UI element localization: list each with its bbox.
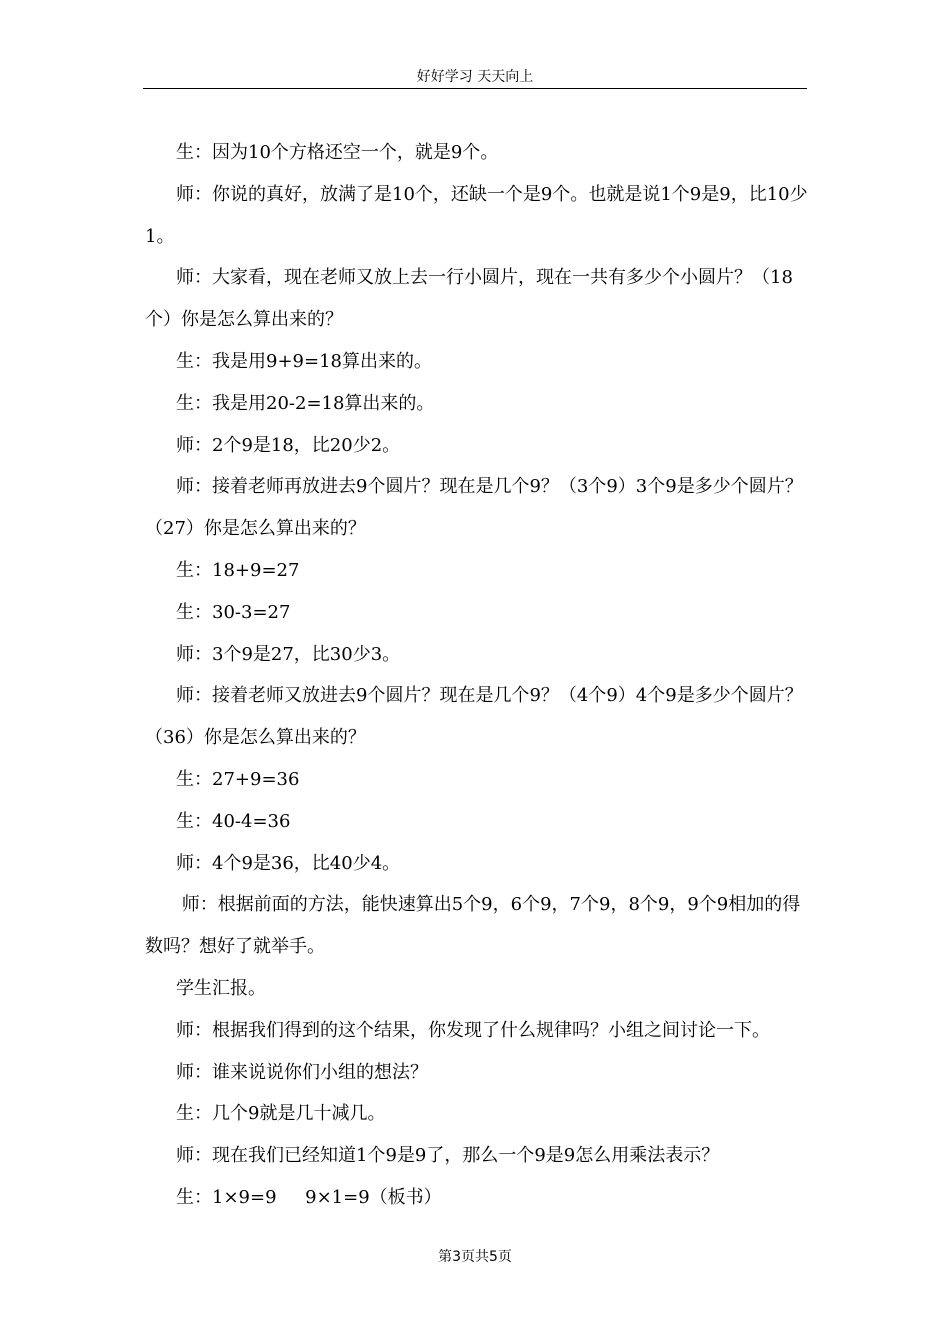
paragraph: 师：4个9是36，比40少4。 — [176, 852, 401, 874]
paragraph: 师：3个9是27，比30少3。 — [176, 643, 401, 665]
paragraph: 师：根据我们得到的这个结果，你发现了什么规律吗？小组之间讨论一下。 — [176, 1019, 770, 1041]
paragraph: 生：我是用9+9=18算出来的。 — [176, 350, 432, 372]
paragraph: 师：大家看，现在老师又放上去一行小圆片，现在一共有多少个小圆片？（18个）你是怎么算出来的？ — [145, 267, 793, 331]
page-footer: 第3页共5页 — [438, 1249, 512, 1265]
paragraph: 生：1×9=9 9×1=9（板书） — [176, 1186, 442, 1208]
paragraph: 师：谁来说说你们小组的想法？ — [176, 1061, 428, 1083]
paragraph: 师：你说的真好，放满了是10个，还缺一个是9个。也就是说1个9是9，比10少1。 — [145, 183, 808, 247]
paragraph: 生：27+9=36 — [176, 768, 300, 790]
paragraph: 师：2个9是18，比20少2。 — [176, 434, 401, 456]
page-header: 好好学习 天天向上 — [416, 69, 534, 85]
paragraph: 生：因为10个方格还空一个，就是9个。 — [176, 142, 499, 163]
paragraph: 师：接着老师再放进去9个圆片？现在是几个9？（3个9）3个9是多少个圆片？（27）你是怎么算出来的？ — [145, 476, 803, 540]
paragraph: 师：接着老师又放进去9个圆片？现在是几个9？（4个9）4个9是多少个圆片？（36）你是怎么算出来的？ — [145, 685, 803, 749]
paragraph: 生：我是用20-2=18算出来的。 — [176, 392, 435, 414]
paragraph: 生：30-3=27 — [176, 601, 291, 623]
paragraph: 生：几个9就是几十减几。 — [176, 1103, 386, 1125]
paragraph: 师：现在我们已经知道1个9是9了，那么一个9是9怎么用乘法表示？ — [176, 1145, 720, 1167]
paragraph: 师：根据前面的方法，能快速算出5个9，6个9，7个9，8个9，9个9相加的得数吗？想好了就举手。 — [145, 894, 801, 958]
paragraph: 生：40-4=36 — [176, 810, 291, 832]
header-divider — [143, 88, 807, 89]
paragraph: 学生汇报。 — [176, 977, 266, 999]
paragraph: 生：18+9=27 — [176, 559, 300, 581]
document-body — [145, 132, 810, 1219]
